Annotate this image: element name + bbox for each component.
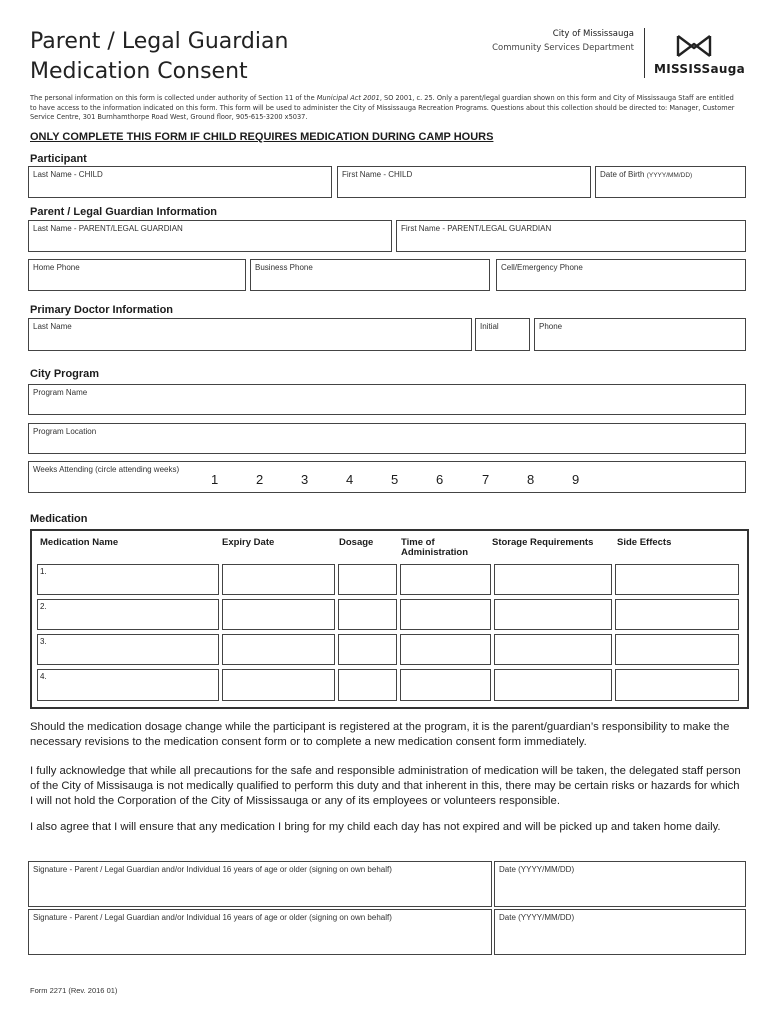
med-row-1-number: 1.	[40, 567, 47, 576]
med-row-4-storage[interactable]	[494, 669, 612, 701]
guardian-first-name-field[interactable]	[396, 220, 746, 252]
doctor-phone-field[interactable]	[534, 318, 746, 351]
signature-field-1[interactable]	[28, 861, 492, 907]
med-row-4-side-effects[interactable]	[615, 669, 739, 701]
form-title	[30, 27, 288, 87]
signature-date-field-2[interactable]	[494, 909, 746, 955]
signature-field-2[interactable]	[28, 909, 492, 955]
med-row-2-number: 2.	[40, 602, 47, 611]
med-row-3-side-effects[interactable]	[615, 634, 739, 665]
week-4[interactable]: 4	[346, 472, 354, 487]
weeks-attending-label: Weeks Attending (circle attending weeks)	[33, 465, 180, 474]
doctor-initial-field[interactable]	[475, 318, 530, 351]
home-phone-field[interactable]	[28, 259, 246, 291]
week-6[interactable]: 6	[436, 472, 444, 487]
doctor-heading: Primary Doctor Information	[30, 304, 174, 316]
department-name: Community Services Department	[492, 43, 634, 53]
med-row-2-time[interactable]	[400, 599, 491, 630]
med-row-1-expiry[interactable]	[222, 564, 335, 595]
business-phone-label: Business Phone	[255, 263, 313, 272]
med-row-1-time[interactable]	[400, 564, 491, 595]
col-dosage: Dosage	[339, 537, 374, 548]
col-time-line2: Administration	[401, 547, 469, 558]
privacy-text-start: The personal information on this form is collected under authority of Section 11 of the	[30, 94, 317, 102]
signature-date-label-2: Date (YYYY/MM/DD)	[499, 913, 575, 922]
only-complete-notice: ONLY COMPLETE THIS FORM IF CHILD REQUIRES MEDICATION DURING CAMP HOURS	[30, 131, 494, 143]
med-row-1-storage[interactable]	[494, 564, 612, 595]
mississauga-logo-icon	[676, 34, 712, 58]
privacy-act-name: Municipal Act 2001	[316, 94, 380, 102]
doctor-initial-label: Initial	[480, 322, 499, 331]
weeks-attending-field	[28, 461, 746, 493]
child-dob-field[interactable]	[595, 166, 746, 198]
med-row-2-dosage[interactable]	[338, 599, 397, 630]
col-medication-name: Medication Name	[40, 537, 119, 548]
cell-phone-label: Cell/Emergency Phone	[501, 263, 583, 272]
child-first-name-field[interactable]	[337, 166, 591, 198]
col-storage: Storage Requirements	[492, 537, 594, 548]
privacy-text-end: , SO 2001, c. 25. Only a parent/legal guardian shown on this form and City of Mississauga Staff are entitled to have access to the information indicated on this form. This form will be used to administer the City of Mississauga Recreation Programs. Questions about this collection should be directed to: Manager, Customer Service Centre, 301 Burnhamthorpe Road West, Ground floor, 905-615-3200 x5037.	[30, 94, 735, 122]
week-1[interactable]: 1	[211, 472, 219, 487]
med-row-1-name[interactable]	[37, 564, 219, 595]
signature-label-1: Signature - Parent / Legal Guardian and/or Individual 16 years of age or older (signing on own behalf)	[33, 865, 392, 874]
col-time-administration	[401, 538, 468, 558]
med-row-3-time[interactable]	[400, 634, 491, 665]
week-9[interactable]: 9	[572, 472, 580, 487]
med-row-1-dosage[interactable]	[338, 564, 397, 595]
med-row-4-time[interactable]	[400, 669, 491, 701]
signature-date-field-1[interactable]	[494, 861, 746, 907]
med-row-2-storage[interactable]	[494, 599, 612, 630]
dob-label-text: Date of Birth	[600, 170, 645, 179]
week-2[interactable]: 2	[256, 472, 264, 487]
guardian-heading: Parent / Legal Guardian Information	[30, 206, 218, 218]
week-3[interactable]: 3	[301, 472, 309, 487]
child-last-name-field[interactable]	[28, 166, 332, 198]
med-row-3-expiry[interactable]	[222, 634, 335, 665]
city-name: City of Mississauga	[552, 29, 634, 39]
program-location-field[interactable]	[28, 423, 746, 454]
privacy-notice	[30, 94, 740, 123]
cell-phone-field[interactable]	[496, 259, 746, 291]
signature-date-label-1: Date (YYYY/MM/DD)	[499, 865, 575, 874]
week-5[interactable]: 5	[391, 472, 399, 487]
med-row-3-number: 3.	[40, 637, 47, 646]
logo-wordmark: MISSISSauga	[654, 62, 745, 76]
med-row-2-expiry[interactable]	[222, 599, 335, 630]
acknowledgement-paragraph: I fully acknowledge that while all precautions for the safe and responsible administration of medication will be taken, the delegated staff person of the City of Missisauga is not medically qualified to perform this duty and that inherent in this, there may be certain risks or hazards for which I will not hold the Corporation of the City of Mississauga or any of its employees or volunteers responsible.	[30, 765, 741, 807]
program-heading: City Program	[30, 368, 100, 380]
form-title-line2: Medication Consent	[30, 59, 248, 84]
med-row-3-name[interactable]	[37, 634, 219, 665]
participant-heading: Participant	[30, 153, 87, 165]
medication-heading: Medication	[30, 513, 88, 525]
program-name-field[interactable]	[28, 384, 746, 415]
dosage-change-paragraph: Should the medication dosage change while the participant is registered at the program, it is the parent/guardian’s responsibility to make the necessary revisions to the medication consent form or to complete a new medication consent form immediately.	[30, 721, 730, 748]
signature-label-2: Signature - Parent / Legal Guardian and/or Individual 16 years of age or older (signing on own behalf)	[33, 913, 392, 922]
expiry-agreement-paragraph: I also agree that I will ensure that any medication I bring for my child each day has not expired and will be picked up and taken home daily.	[30, 821, 721, 833]
med-row-2-side-effects[interactable]	[615, 599, 739, 630]
med-row-4-name[interactable]	[37, 669, 219, 701]
program-location-label: Program Location	[33, 427, 97, 436]
med-row-4-expiry[interactable]	[222, 669, 335, 701]
doctor-last-name-label: Last Name	[33, 322, 72, 331]
home-phone-label: Home Phone	[33, 263, 80, 272]
med-row-3-dosage[interactable]	[338, 634, 397, 665]
program-name-label: Program Name	[33, 388, 88, 397]
form-number: Form 2271 (Rev. 2016 01)	[30, 986, 118, 995]
col-side-effects: Side Effects	[617, 537, 672, 548]
med-row-4-number: 4.	[40, 672, 47, 681]
doctor-last-name-field[interactable]	[28, 318, 472, 351]
med-row-1-side-effects[interactable]	[615, 564, 739, 595]
guardian-last-name-label: Last Name - PARENT/LEGAL GUARDIAN	[33, 224, 183, 233]
week-8[interactable]: 8	[527, 472, 535, 487]
child-last-name-label: Last Name - CHILD	[33, 170, 103, 179]
col-expiry-date: Expiry Date	[222, 537, 275, 548]
child-first-name-label: First Name - CHILD	[342, 170, 413, 179]
med-row-2-name[interactable]	[37, 599, 219, 630]
med-row-3-storage[interactable]	[494, 634, 612, 665]
col-time-line1: Time of	[401, 537, 435, 548]
med-row-4-dosage[interactable]	[338, 669, 397, 701]
dob-format: (YYYY/MM/DD)	[646, 172, 693, 179]
child-dob-label	[600, 170, 692, 179]
week-7[interactable]: 7	[482, 472, 490, 487]
form-title-line1: Parent / Legal Guardian	[30, 29, 289, 54]
guardian-last-name-field[interactable]	[28, 220, 392, 252]
header-divider	[644, 28, 645, 78]
guardian-first-name-label: First Name - PARENT/LEGAL GUARDIAN	[401, 224, 552, 233]
doctor-phone-label: Phone	[539, 322, 563, 331]
business-phone-field[interactable]	[250, 259, 490, 291]
